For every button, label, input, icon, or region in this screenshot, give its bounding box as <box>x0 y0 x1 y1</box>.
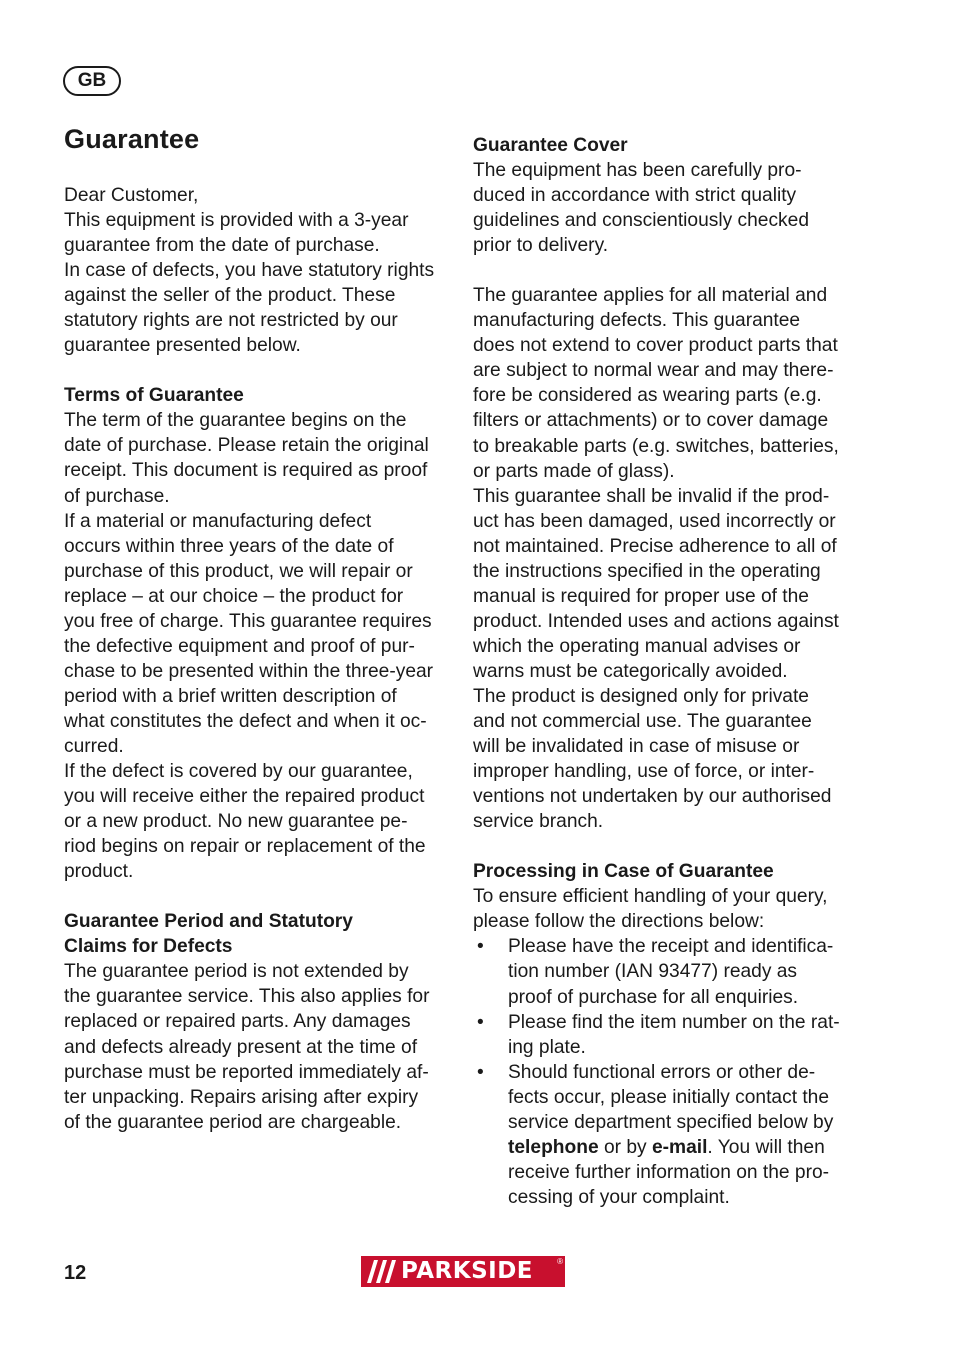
text-line: product. <box>64 861 134 883</box>
terms-heading: Terms of Guarantee <box>64 385 244 407</box>
text-line: replaced or repaired parts. Any damages <box>64 1011 411 1033</box>
left-column <box>64 183 454 1135</box>
parkside-logo <box>361 1256 565 1287</box>
text-line: uct has been damaged, used incorrectly or <box>473 510 836 532</box>
text-line: service branch. <box>473 811 604 833</box>
cover-paragraph <box>473 158 863 258</box>
text-line <box>508 1135 863 1160</box>
text-line: The term of the guarantee begins on the <box>64 410 407 432</box>
text-line: the instructions specified in the operating <box>473 560 821 582</box>
logo-registered-mark: ® <box>557 1257 563 1266</box>
text-line: replace – at our choice – the product for <box>64 585 404 607</box>
text-line: guarantee presented below. <box>64 335 301 357</box>
text-line: fore be considered as wearing parts (e.g. <box>473 385 822 407</box>
text-line: not maintained. Precise adherence to all of <box>473 535 837 557</box>
text-line: filters or attachments) or to cover damage <box>473 410 829 432</box>
text-line: and defects already present at the time of <box>64 1036 418 1058</box>
text-line: which the operating manual advises or <box>473 635 801 657</box>
text-line: • Should functional errors or other de- <box>508 1061 816 1083</box>
cover-detail-paragraph <box>473 283 863 834</box>
page-number: 12 <box>64 1262 87 1284</box>
text-line: ventions not undertaken by our authorised <box>473 786 832 808</box>
text-line: statutory rights are not restricted by our <box>64 310 398 332</box>
text-line: riod begins on repair or replacement of the <box>64 836 426 858</box>
text-line: If a material or manufacturing defect <box>64 510 372 532</box>
text-line: date of purchase. Please retain the original <box>64 435 429 457</box>
text-line: please follow the directions below: <box>473 911 765 933</box>
text-line: purchase must be reported immediately af- <box>64 1061 429 1083</box>
logo-stripes-icon <box>361 1256 401 1287</box>
logo-text: PARKSIDE <box>401 1258 534 1284</box>
list-item <box>473 1010 863 1060</box>
text-line: The equipment has been carefully pro- <box>473 160 802 182</box>
text-line: The product is designed only for private <box>473 685 809 707</box>
text-line: receipt. This document is required as proof <box>64 460 428 482</box>
text-line: fects occur, please initially contact the <box>508 1086 830 1108</box>
text-line: period with a brief written description of <box>64 685 397 707</box>
text-line: warns must be categorically avoided. <box>473 660 788 682</box>
period-paragraph <box>64 959 454 1134</box>
text-line: the defective equipment and proof of pur- <box>64 635 415 657</box>
heading-line: Claims for Defects <box>64 936 233 958</box>
text-line: occurs within three years of the date of <box>64 535 394 557</box>
page-title: Guarantee <box>64 124 200 154</box>
language-badge: GB <box>63 66 121 96</box>
text-fragment: . You will then <box>707 1136 825 1158</box>
terms-paragraph <box>64 408 454 884</box>
text-line: improper handling, use of force, or inter- <box>473 761 815 783</box>
text-line: what constitutes the defect and when it oc- <box>64 710 427 732</box>
cover-heading: Guarantee Cover <box>473 135 628 156</box>
text-line: you will receive either the repaired product <box>64 786 425 808</box>
text-line: Dear Customer, <box>64 185 199 206</box>
text-line: or a new product. No new guarantee pe- <box>64 811 408 833</box>
text-line: you free of charge. This guarantee requires <box>64 610 432 632</box>
text-line: to breakable parts (e.g. switches, batteries, <box>473 435 839 457</box>
text-line: of purchase. <box>64 485 170 507</box>
text-line: does not extend to cover product parts that <box>473 335 838 357</box>
text-line: To ensure efficient handling of your query, <box>473 886 828 908</box>
text-line: against the seller of the product. These <box>64 285 396 307</box>
text-line: This guarantee shall be invalid if the prod- <box>473 485 830 507</box>
text-line: receive further information on the pro- <box>508 1161 830 1183</box>
text-line: chase to be presented within the three-year <box>64 660 434 682</box>
text-line: service department specified below by <box>508 1111 834 1133</box>
text-line: • Please find the item number on the rat- <box>508 1011 840 1033</box>
text-line: cessing of your complaint. <box>508 1186 730 1208</box>
text-line: In case of defects, you have statutory rights <box>64 260 435 282</box>
text-line: product. Intended uses and actions against <box>473 610 839 632</box>
text-line: prior to delivery. <box>473 235 609 257</box>
text-line: are subject to normal wear and may there- <box>473 360 834 382</box>
processing-list <box>473 934 863 1210</box>
text-line: will be invalidated in case of misuse or <box>473 736 800 758</box>
text-line: manual is required for proper use of the <box>473 585 809 607</box>
email-emphasis: e-mail <box>651 1136 708 1158</box>
list-item <box>473 934 863 1009</box>
text-line: or parts made of glass). <box>473 460 675 482</box>
intro-paragraph <box>64 183 454 358</box>
period-heading <box>64 909 454 959</box>
list-item <box>473 1060 863 1210</box>
text-fragment: or by <box>598 1136 652 1158</box>
telephone-emphasis: telephone <box>508 1136 599 1158</box>
text-line: The guarantee applies for all material and <box>473 285 828 307</box>
text-line: duced in accordance with strict quality <box>473 185 797 207</box>
text-line: guarantee from the date of purchase. <box>64 235 380 257</box>
text-line: tion number (IAN 93477) ready as <box>508 961 798 983</box>
processing-paragraph <box>473 884 863 934</box>
text-line: guidelines and conscientiously checked <box>473 210 809 232</box>
text-line: the guarantee service. This also applies for <box>64 986 430 1008</box>
text-line: purchase of this product, we will repair or <box>64 560 413 582</box>
text-line: of the guarantee period are chargeable. <box>64 1111 402 1133</box>
text-line: curred. <box>64 735 124 757</box>
text-line: • Please have the receipt and identifica- <box>508 936 834 958</box>
text-line: ing plate. <box>508 1036 586 1058</box>
text-line: The guarantee period is not extended by <box>64 961 409 983</box>
text-line: proof of purchase for all enquiries. <box>508 986 799 1008</box>
heading-line: Guarantee Period and Statutory <box>64 911 353 933</box>
text-line: This equipment is provided with a 3-year <box>64 210 409 232</box>
text-line: If the defect is covered by our guarantee, <box>64 761 413 783</box>
right-column <box>473 133 863 1210</box>
text-line: ter unpacking. Repairs arising after expiry <box>64 1086 419 1108</box>
text-line: manufacturing defects. This guarantee <box>473 310 801 332</box>
processing-heading: Processing in Case of Guarantee <box>473 861 774 883</box>
text-line: and not commercial use. The guarantee <box>473 711 812 733</box>
